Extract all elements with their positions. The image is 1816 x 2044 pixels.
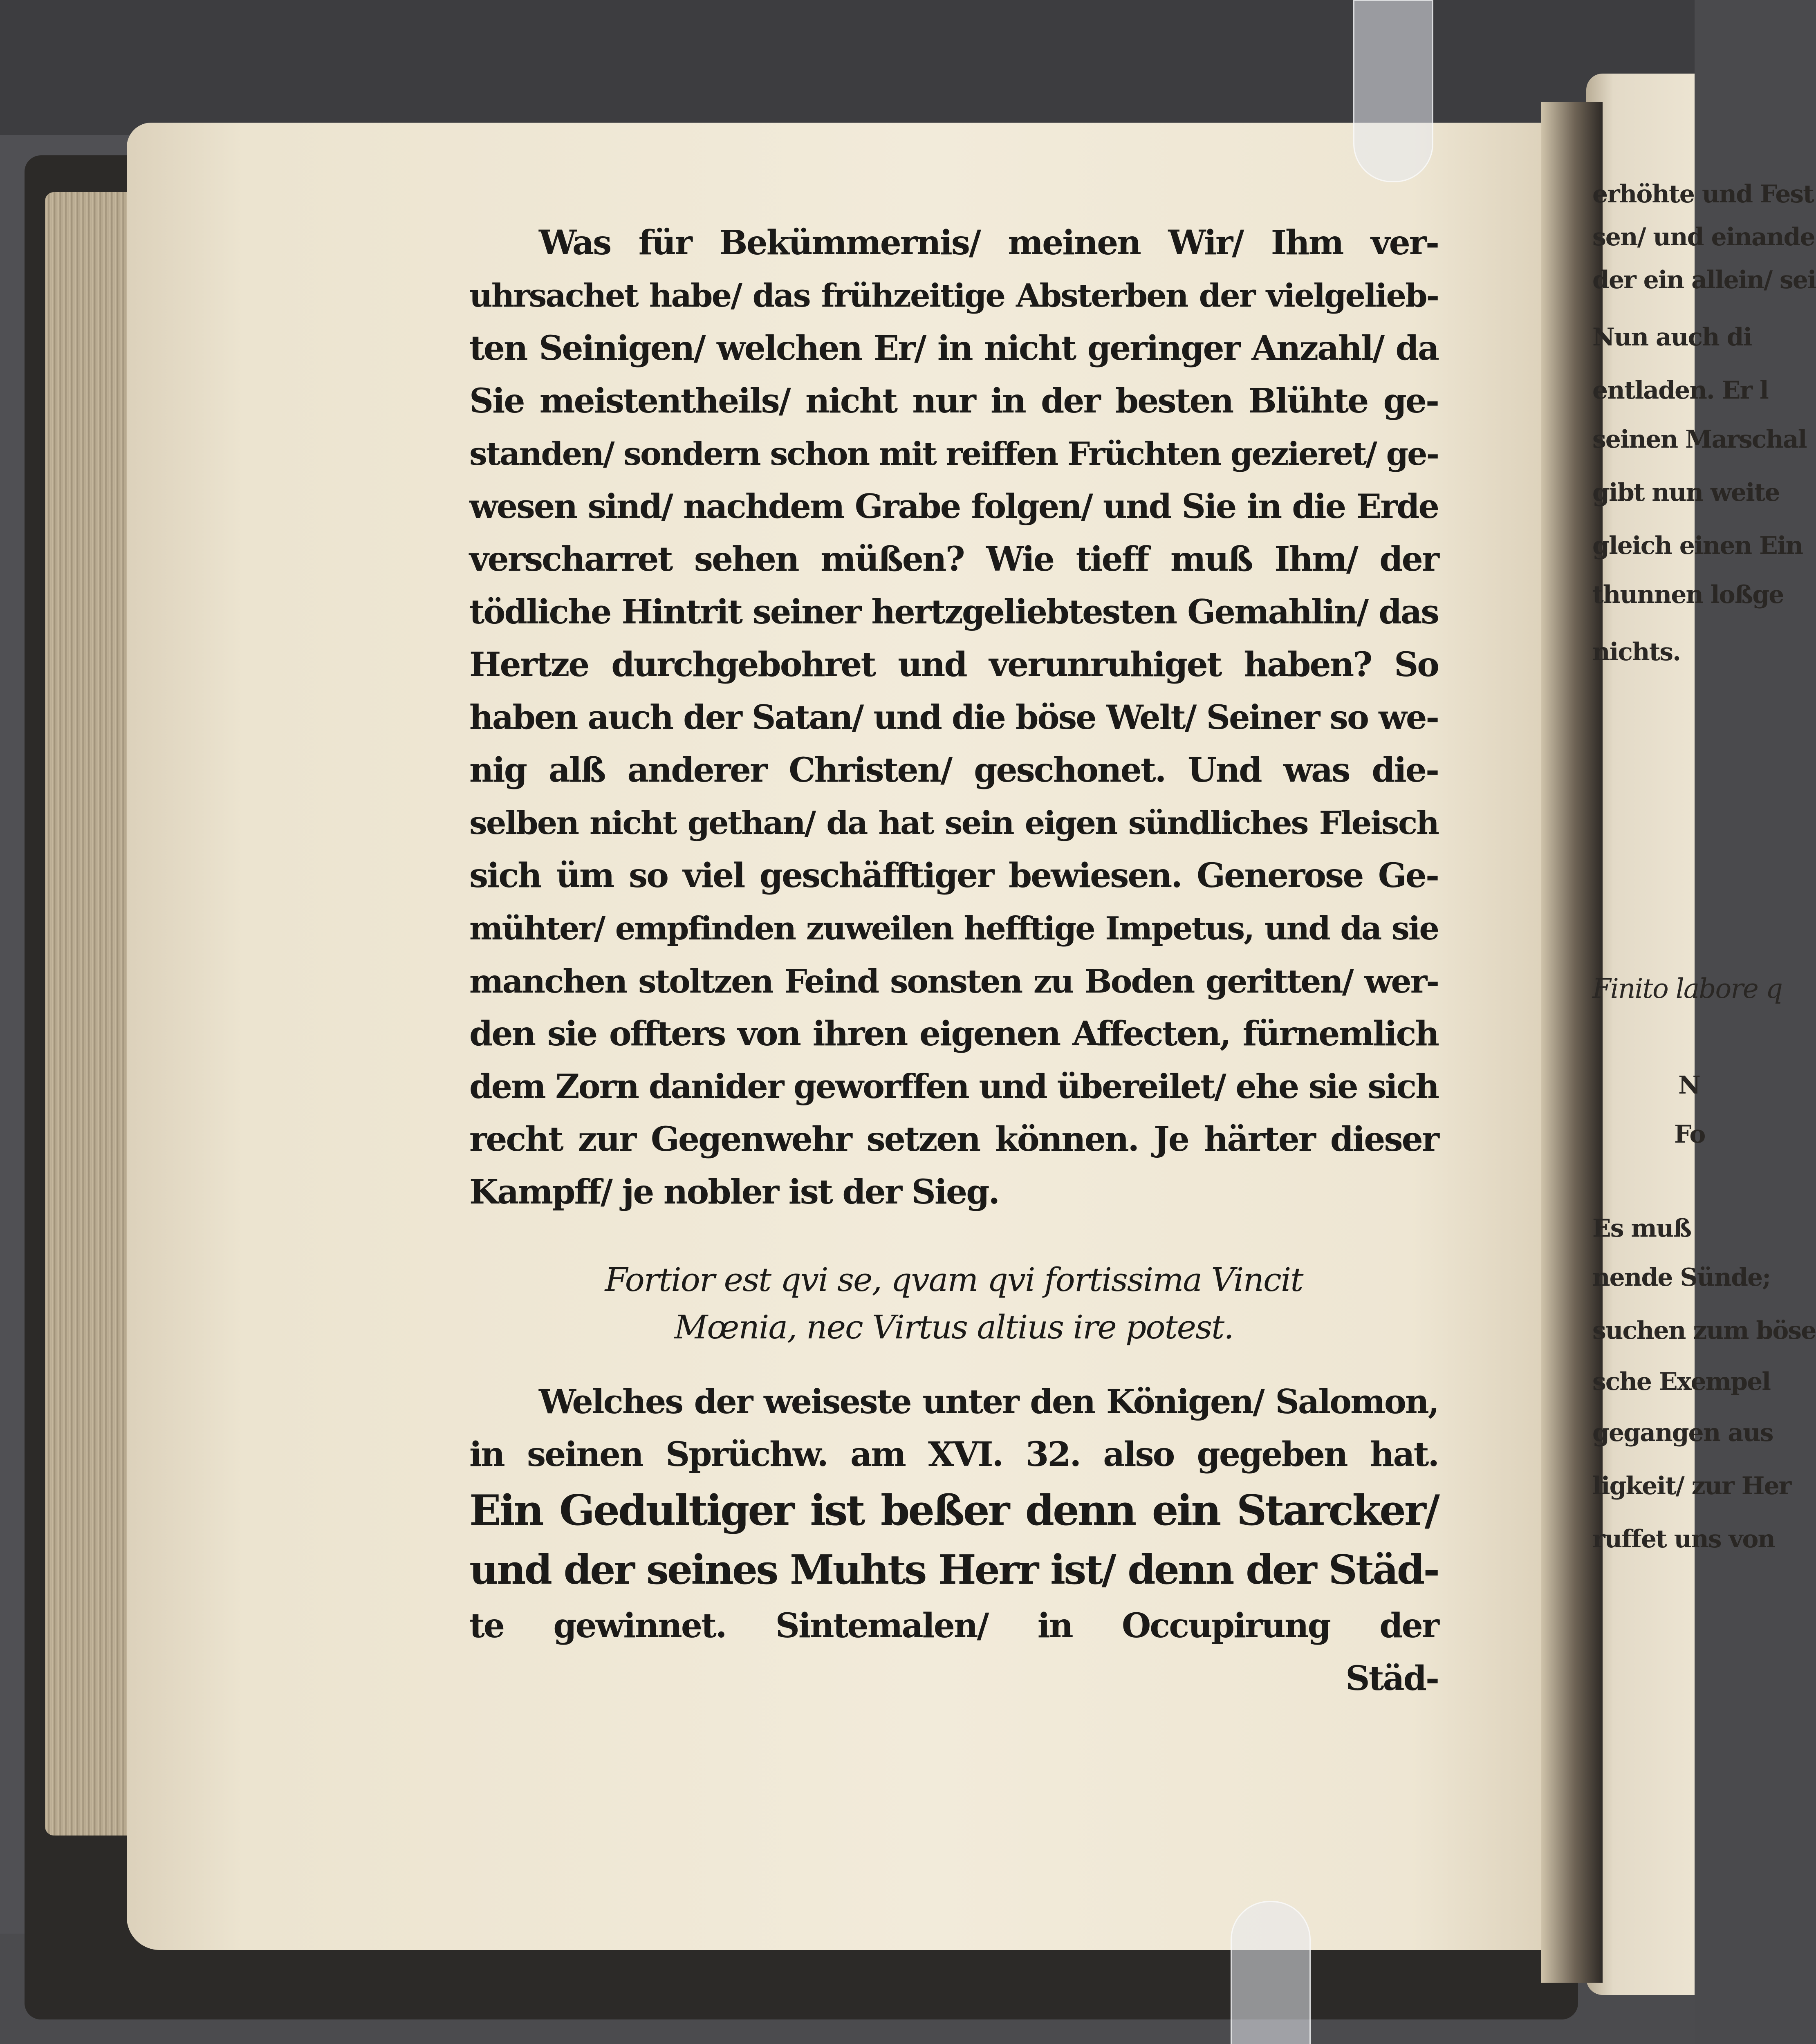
facing-page-fragment: N — [1678, 1071, 1700, 1100]
facing-page-fragment: suchen zum böse — [1592, 1316, 1816, 1345]
text-line: verscharret sehen müßen? Wie tieff muß Ihm/ der — [469, 540, 1438, 579]
facing-page-fragment: Nun auch di — [1592, 323, 1752, 352]
facing-page-fragment: Finito labore q — [1592, 973, 1782, 1004]
text-line: selben nicht gethan/ da hat sein eigen sündliches Fleisch — [469, 805, 1438, 842]
text-line: Sie meistentheils/ nicht nur in der besten Blühte ge- — [469, 381, 1438, 421]
facing-page-fragment: entladen. Er l — [1592, 376, 1768, 405]
facing-page-fragment: der ein allein/ sei — [1592, 266, 1816, 294]
text-line: nig alß anderer Christen/ geschonet. Und was die- — [469, 751, 1438, 790]
facing-page-fragment: nende Sünde; — [1592, 1263, 1771, 1292]
facing-page-fragment: Fo — [1674, 1120, 1705, 1149]
scanner-background-top — [0, 0, 1695, 135]
text-line: Hertze durchgebohret und verunruhiget haben? So — [469, 645, 1438, 684]
text-line: Welches der weiseste unter den Königen/ Salomon, — [539, 1383, 1438, 1421]
facing-page-fragment: gegangen aus — [1592, 1419, 1773, 1447]
latin-verse-line: Mœnia, nec Virtus altius ire potest. — [674, 1308, 1233, 1346]
catchword: Städ- — [1345, 1659, 1438, 1698]
text-line: recht zur Gegenwehr setzen können. Je härter dieser — [469, 1120, 1438, 1159]
text-line: ten Seinigen/ welchen Er/ in nicht geringer Anzahl/ da — [469, 329, 1438, 368]
text-line: haben auch der Satan/ und die böse Welt/ Seiner so we- — [469, 698, 1438, 737]
facing-page-fragment: erhöhte und Fest — [1592, 180, 1814, 208]
facing-page-fragment: nichts. — [1592, 638, 1680, 666]
text-line: Was für Bekümmernis/ meinen Wir/ Ihm ver- — [539, 223, 1438, 262]
facing-page-fragment: gleich einen Ein — [1592, 531, 1803, 560]
latin-verse-line: Fortior est qvi se, qvam qvi fortissima Vincit — [605, 1261, 1303, 1299]
text-line: den sie offters von ihren eigenen Affecten, fürnemlich — [469, 1014, 1438, 1053]
facing-page-fragment: Es muß — [1592, 1214, 1691, 1243]
facing-page-fragment: thunnen loßge — [1592, 580, 1784, 609]
page-holder-clip — [1353, 0, 1433, 182]
text-line: standen/ sondern schon mit reiffen Früchten gezieret/ ge- — [469, 435, 1438, 473]
spacer — [469, 1351, 1438, 1376]
text-line: dem Zorn danider geworffen und übereilet/ ehe sie sich — [469, 1067, 1438, 1106]
facing-page-fragment: seinen Marschal — [1592, 425, 1807, 454]
facing-page-fragment: ligkeit/ zur Her — [1592, 1472, 1791, 1500]
facing-page-fragment: sen/ und einande — [1592, 223, 1815, 251]
spacer — [469, 1219, 1438, 1256]
text-line: manchen stoltzen Feind sonsten zu Boden geritten/ wer- — [469, 962, 1438, 1000]
text-line: tödliche Hintrit seiner hertzgeliebtesten Gemahlin/ das — [469, 593, 1438, 632]
quote-line: und der seines Muhts Herr ist/ denn der Städ- — [469, 1546, 1438, 1594]
text-line: mühter/ empfinden zuweilen hefftige Impetus, und da sie — [469, 910, 1438, 947]
text-line: uhrsachet habe/ das frühzeitige Absterben der vielgelieb- — [469, 277, 1438, 314]
quote-line: Ein Gedultiger ist beßer denn ein Starcker/ — [469, 1486, 1438, 1535]
facing-page-fragment: gibt nun weite — [1592, 478, 1780, 507]
page-holder-clip — [1231, 1901, 1311, 2044]
text-line: wesen sind/ nachdem Grabe folgen/ und Sie in die Erde — [469, 487, 1438, 526]
text-line: in seinen Sprüchw. am XVI. 32. also gegeben hat. — [469, 1435, 1438, 1474]
facing-page-fragment: ruffet uns von — [1592, 1525, 1775, 1553]
quote-line: te gewinnet. Sintemalen/ in Occupirung der — [469, 1606, 1438, 1645]
text-line: sich üm so viel geschäfftiger bewiesen. Generose Ge- — [469, 856, 1438, 895]
text-line: Kampff/ je nobler ist der Sieg. — [469, 1172, 999, 1212]
facing-page-fragment: sche Exempel — [1592, 1367, 1771, 1396]
page-text — [469, 217, 1438, 1705]
